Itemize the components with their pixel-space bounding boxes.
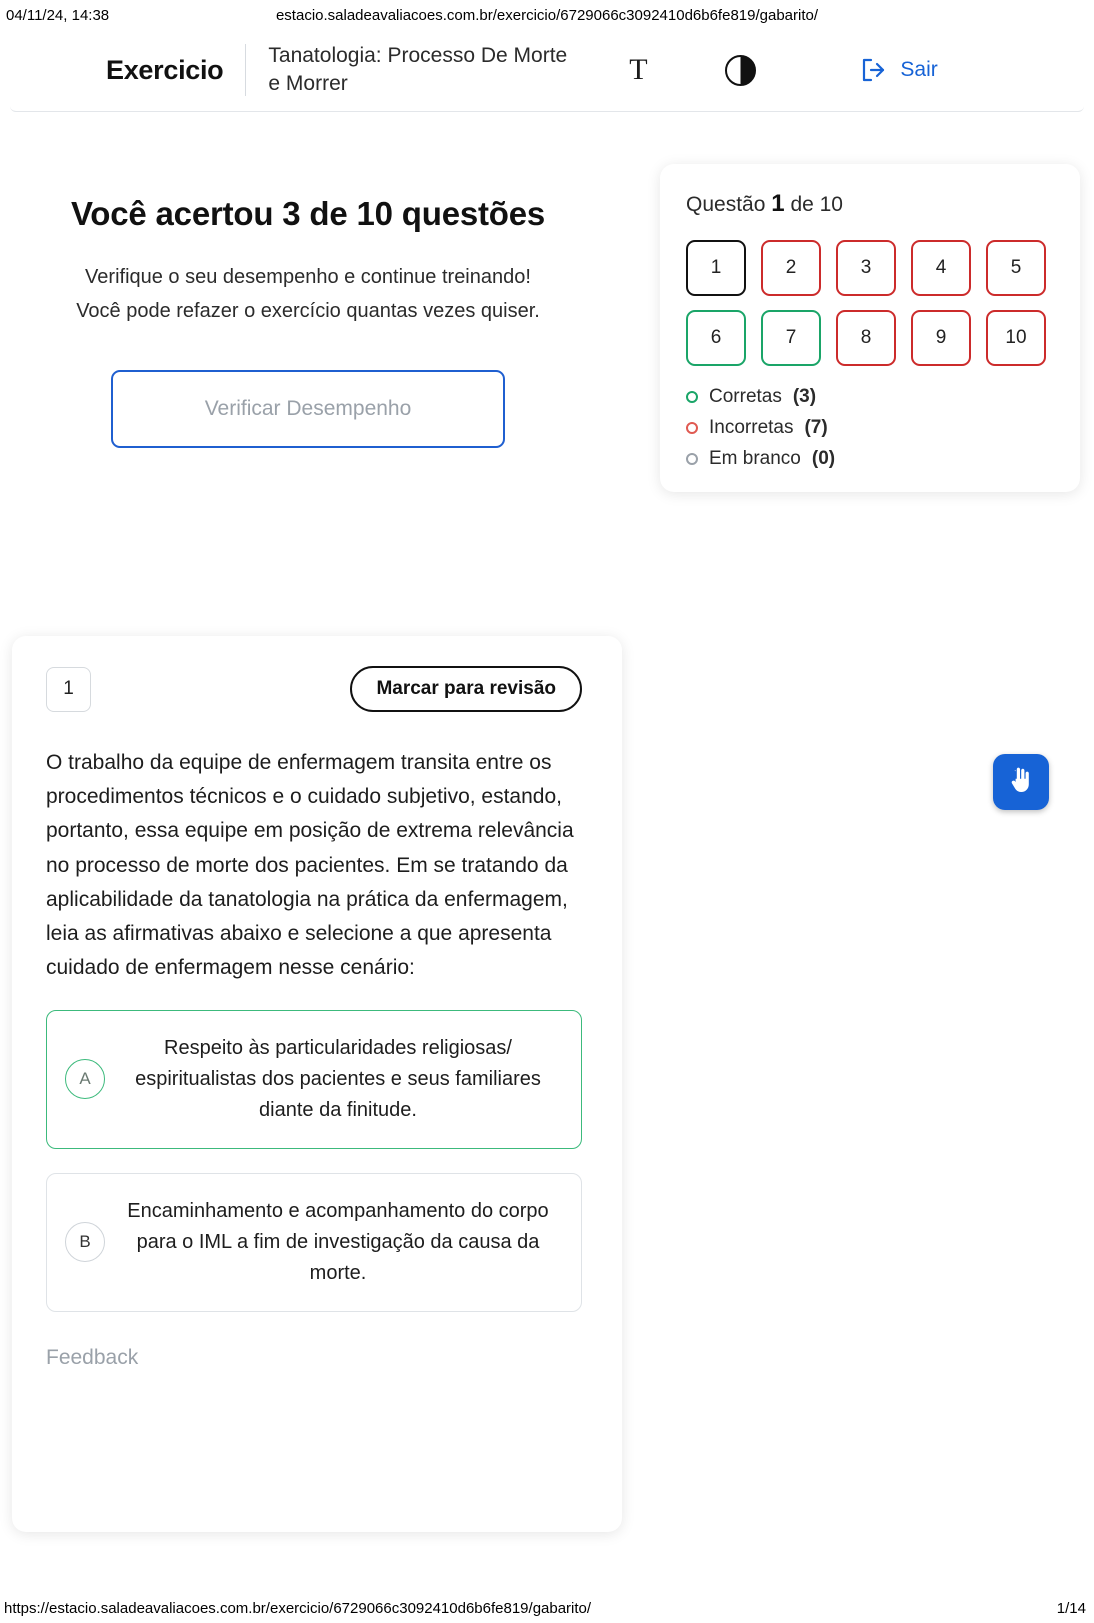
question-grid	[686, 240, 1056, 366]
contrast-icon	[725, 55, 756, 86]
legend-blank-count: (0)	[811, 448, 836, 469]
navigator-header-suffix: de 10	[790, 193, 843, 216]
legend-correct-icon	[686, 391, 698, 403]
question-box-8[interactable]: 8	[836, 310, 896, 366]
question-number-badge: 1	[46, 667, 91, 712]
question-card-header	[46, 666, 582, 712]
check-performance-button[interactable]: Verificar Desempenho	[111, 370, 505, 448]
navigator-header	[686, 190, 1056, 218]
feedback-label: Feedback	[46, 1345, 139, 1369]
question-box-10[interactable]: 10	[986, 310, 1046, 366]
question-box-1[interactable]: 1	[686, 240, 746, 296]
exercise-title: Tanatologia: Processo De Morte e Morrer	[268, 43, 568, 95]
print-date: 04/11/24, 14:38	[6, 6, 110, 24]
question-box-3[interactable]: 3	[836, 240, 896, 296]
text-size-button[interactable]	[618, 50, 658, 90]
result-heading: Você acertou 3 de 10 questões	[70, 195, 546, 232]
legend-blank-icon	[686, 453, 698, 465]
print-header	[0, 0, 1094, 30]
text-size-icon: T	[629, 53, 648, 86]
accessibility-hands-icon	[1005, 764, 1037, 801]
question-statement: O trabalho da equipe de enfermagem transita entre os procedimentos técnicos e o cuidado subjetivo, estando, portanto, essa equipe em posição de extrema relevância no processo de morte dos pacientes. Em se tratando da aplicabilidade da tanatologia na prática da enfermagem, leia as afirmativas abaixo e selecione a que apresenta cuidado de enfermagem nesse cenário:	[46, 751, 574, 980]
legend-blank	[686, 448, 1056, 470]
header-divider	[245, 44, 246, 96]
legend-correct-count: (3)	[792, 386, 817, 407]
question-box-4[interactable]: 4	[911, 240, 971, 296]
question-box-7[interactable]: 7	[761, 310, 821, 366]
header-tools	[618, 50, 760, 90]
accessibility-button[interactable]	[993, 754, 1049, 810]
logout-button[interactable]	[860, 57, 937, 83]
question-box-6[interactable]: 6	[686, 310, 746, 366]
legend-incorrect-count: (7)	[804, 417, 828, 438]
question-box-5[interactable]: 5	[986, 240, 1046, 296]
alternative-a[interactable]	[46, 1010, 582, 1149]
legend-incorrect	[686, 417, 1056, 439]
contrast-button[interactable]	[720, 50, 760, 90]
print-footer	[0, 1593, 1094, 1623]
result-summary	[68, 192, 548, 448]
alternative-b-letter: B	[65, 1222, 105, 1262]
legend-incorrect-icon	[686, 422, 698, 434]
legend-blank-label: Em branco	[709, 448, 801, 469]
question-card	[12, 636, 622, 1532]
navigator-header-prefix: Questão	[686, 193, 766, 216]
question-box-2[interactable]: 2	[761, 240, 821, 296]
result-description: Verifique o seu desempenho e continue treinando! Você pode refazer o exercício quantas vezes quiser.	[76, 265, 540, 322]
logout-icon	[860, 57, 888, 83]
print-url: estacio.saladeavaliacoes.com.br/exercicio/6729066c3092410d6b6fe819/gabarito/	[275, 6, 819, 24]
app-header	[10, 29, 1084, 112]
question-box-9[interactable]: 9	[911, 310, 971, 366]
legend-correct	[686, 386, 1056, 408]
mark-for-review-button[interactable]: Marcar para revisão	[350, 666, 582, 712]
logout-label: Sair	[900, 58, 938, 81]
alternative-a-letter: A	[65, 1059, 105, 1099]
main-content	[0, 112, 1094, 1593]
legend-correct-label: Corretas	[709, 386, 782, 407]
alternative-b[interactable]	[46, 1173, 582, 1312]
footer-page-number: 1/14	[1056, 1600, 1086, 1617]
footer-url: https://estacio.saladeavaliacoes.com.br/exercicio/6729066c3092410d6b6fe819/gabarito/	[4, 1600, 592, 1617]
alternative-a-text: Respeito às particularidades religiosas/ espiritualistas dos pacientes e seus familiares diante da finitude.	[135, 1036, 541, 1121]
question-navigator	[660, 164, 1080, 492]
alternative-b-text: Encaminhamento e acompanhamento do corpo para o IML a fim de investigação da causa da morte.	[127, 1199, 549, 1284]
legend-incorrect-label: Incorretas	[709, 417, 794, 438]
app-brand: Exercicio	[106, 54, 224, 85]
navigator-current-number: 1	[771, 190, 785, 217]
